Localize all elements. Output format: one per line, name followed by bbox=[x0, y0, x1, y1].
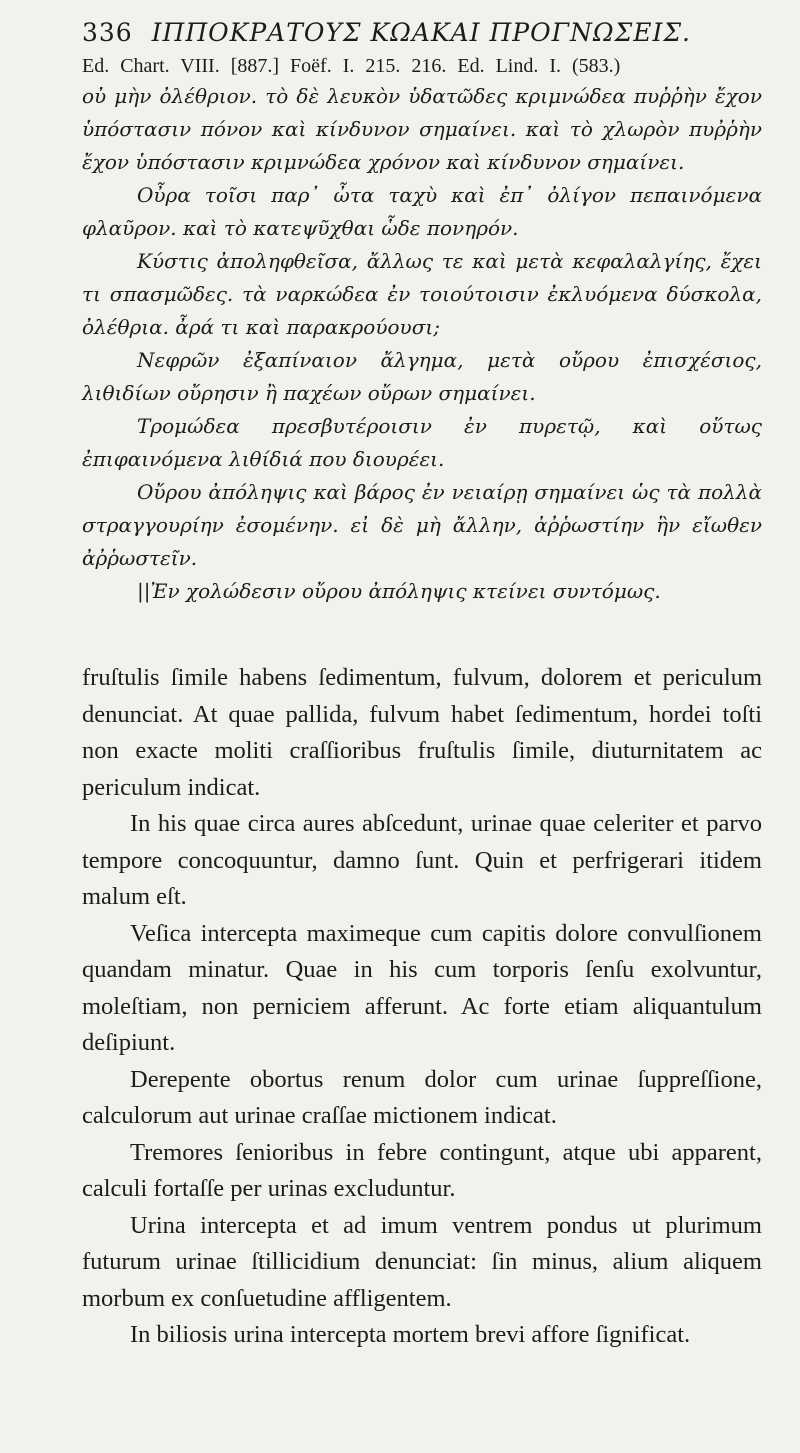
greek-paragraph: Κύστις ἀποληφθεῖσα, ἄλλως τε καὶ μετὰ κεφαλαλγίης, ἔχει τι σπασμῶδες. τὰ ναρκώδεα ἐν τοιούτοισιν ἐκλυόμενα δύσκολα, ὀλέθρια. ἆρά τι καὶ παρακρούουσι; bbox=[82, 249, 762, 339]
running-head bbox=[82, 18, 762, 47]
greek-paragraph: Νεφρῶν ἐξαπίναιον ἄλγημα, μετὰ οὔρου ἐπισχέσιος, λιθιδίων οὔρησιν ἢ παχέων οὔρων σημαίνει. bbox=[82, 348, 762, 405]
greek-text-block bbox=[82, 80, 762, 608]
greek-paragraph: Οὔρου ἀπόληψις καὶ βάρος ἐν νειαίρῃ σημαίνει ὡς τὰ πολλὰ στραγγουρίην ἐσομένην. εἰ δὲ μὴ ἄλλην, ἀῤῥωστίην ἣν εἴωθεν ἀῤῥωστεῖν. bbox=[82, 480, 762, 570]
latin-paragraph: Urina intercepta et ad imum ventrem pondus ut plurimum futurum urinae ſtillicidium denunciat: ſin minus, alium aliquem morbum ex conſuetudine affligentem. bbox=[82, 1211, 762, 1312]
running-title: ΙΠΠΟΚΡΑΤΟΥΣ ΚΩΑΚΑΙ ΠΡΟΓΝΩΣΕΙΣ. bbox=[151, 18, 691, 47]
latin-text-block bbox=[82, 660, 762, 1354]
greek-paragraph: ||Ἐν χολώδεσιν οὔρου ἀπόληψις κτείνει συντόμως. bbox=[137, 579, 661, 603]
latin-paragraph: In biliosis urina intercepta mortem brevi affore ſignificat. bbox=[130, 1321, 691, 1348]
greek-paragraph: οὐ μὴν ὀλέθριον. τὸ δὲ λευκὸν ὑδατῶδες κριμνώδεα πυῤῥὴν ἔχον ὑπόστασιν πόνον καὶ κίνδυνον σημαίνει. καὶ τὸ χλωρὸν πυῤῥὴν ἔχον ὑπόστασιν κριμνώδεα χρόνον καὶ κίνδυνον σημαίνει. bbox=[82, 84, 762, 174]
latin-paragraph: Tremores ſenioribus in febre contingunt, atque ubi apparent, calculi fortaſſe per urinas excluduntur. bbox=[82, 1138, 762, 1202]
edition-reference-line: Ed. Chart. VIII. [887.] Foëf. I. 215. 216. Ed. Lind. I. (583.) bbox=[82, 55, 621, 77]
greek-paragraph: Τρομώδεα πρεσβυτέροισιν ἐν πυρετῷ, καὶ οὕτως ἐπιφαινόμενα λιθίδιά που διουρέει. bbox=[82, 414, 762, 471]
page-number: 336 bbox=[82, 18, 133, 47]
latin-paragraph: fruſtulis ſimile habens ſedimentum, fulvum, dolorem et periculum denunciat. At quae pallida, fulvum habet ſedimentum, hordei toſti non exacte moliti craſſioribus fruſtulis ſimile, diuturnitatem ac periculum indicat. bbox=[82, 664, 762, 801]
latin-paragraph: Veſica intercepta maximeque cum capitis dolore convulſionem quandam minatur. Quae in his cum torporis ſenſu exolvuntur, moleſtiam, non perniciem afferunt. Ac forte etiam aliquantulum deſipiunt. bbox=[82, 919, 762, 1056]
latin-paragraph: In his quae circa aures abſcedunt, urinae quae celeriter et parvo tempore concoquuntur, damno ſunt. Quin et perfrigerari itidem malum eſt. bbox=[82, 810, 762, 910]
greek-paragraph: Οὖρα τοῖσι παρ᾽ ὦτα ταχὺ καὶ ἐπ᾽ ὀλίγον πεπαινόμενα φλαῦρον. καὶ τὸ κατεψῦχθαι ὧδε πονηρόν. bbox=[82, 183, 762, 240]
latin-paragraph: Derepente obortus renum dolor cum urinae ſuppreſſione, calculorum aut urinae craſſae mictionem indicat. bbox=[82, 1065, 762, 1129]
